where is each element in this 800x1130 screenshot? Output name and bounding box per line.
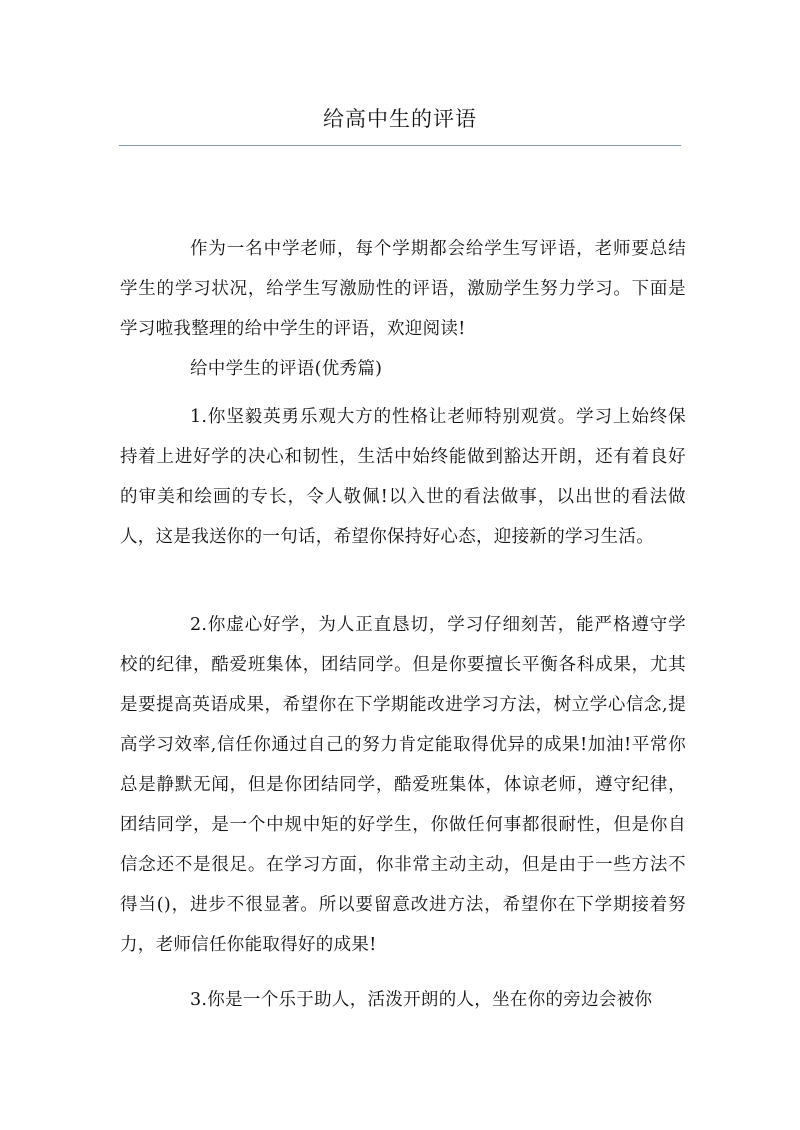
- page-title: 给高中生的评语: [323, 107, 477, 131]
- comment-item-2: 2.你虚心好学，为人正直恳切，学习仔细刻苦，能严格遵守学校的纪律，酷爱班集体，团结同学。但是你要擅长平衡各科成果，尤其是要提高英语成果，希望你在下学期能改进学习方法，树立学心信念,提高学习效率,信任你通过自己的努力肯定能取得优异的成果!加油!平常你总是静默无闻，但是你团结同学，酷爱班集体，体谅老师，遵守纪律，团结同学，是一个中规中矩的好学生，你做任何事都很耐性，但是你自信念还不是很足。在学习方面，你非常主动主动，但是由于一些方法不得当()，进步不很显著。所以要留意改进方法，希望你在下学期接着努力，老师信任你能取得好的成果!: [120, 615, 686, 955]
- comment-item-3: 3.你是一个乐于助人，活泼开朗的人，坐在你的旁边会被你: [190, 990, 653, 1010]
- section-heading: 给中学生的评语(优秀篇): [190, 359, 383, 379]
- intro-paragraph: 作为一名中学老师，每个学期都会给学生写评语，老师要总结学生的学习状况，给学生写激励性的评语，激励学生努力学习。下面是学习啦我整理的给中学生的评语，欢迎阅读!: [120, 239, 686, 339]
- title-underline: [119, 145, 681, 146]
- comment-item-1: 1.你坚毅英勇乐观大方的性格让老师特别观赏。学习上始终保持着上进好学的决心和韧性，生活中始终能做到豁达开朗，还有着良好的审美和绘画的专长，令人敬佩!以入世的看法做事，以出世的看法做人，这是我送你的一句话，希望你保持好心态，迎接新的学习生活。: [120, 407, 686, 547]
